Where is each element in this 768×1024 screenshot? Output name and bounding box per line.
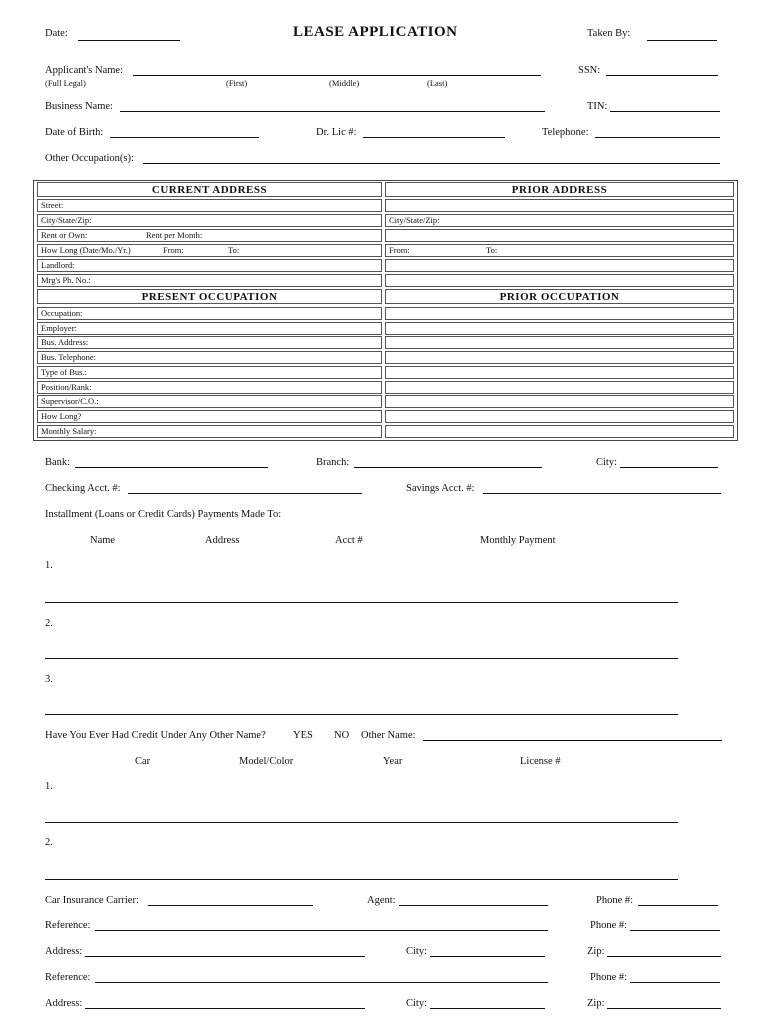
insurance-phone-label: Phone #: (596, 895, 634, 906)
how-long-q-label: How Long? (41, 411, 82, 421)
first-caption: (First) (226, 78, 248, 88)
type-of-bus-cell[interactable] (37, 366, 382, 379)
other-name-label: Other Name: (361, 730, 416, 741)
prior-address-header: PRIOR ADDRESS (385, 182, 734, 197)
agent-field[interactable] (399, 905, 548, 906)
prior-to-label: To: (486, 245, 498, 255)
installment-1-number: 1. (45, 560, 53, 571)
other-occupation-field[interactable] (143, 163, 720, 164)
prior-landlord-cell[interactable] (385, 259, 734, 272)
reference-1-phone-field[interactable] (630, 930, 720, 931)
bus-address-label: Bus. Address: (41, 337, 89, 347)
reference-1-zip-label: Zip: (587, 946, 605, 957)
monthly-salary-label: Monthly Salary: (41, 426, 97, 436)
installment-2-line[interactable] (45, 658, 678, 659)
prior-how-long-cell[interactable] (385, 244, 734, 257)
prior-type-of-bus-cell[interactable] (385, 366, 734, 379)
position-label: Position/Rank: (41, 382, 92, 392)
last-caption: (Last) (427, 78, 448, 88)
reference-1-zip-field[interactable] (607, 956, 721, 957)
landlord-label: Landlord: (41, 260, 75, 270)
current-city-cell[interactable] (37, 214, 382, 227)
prior-occupation-header: PRIOR OCCUPATION (385, 289, 734, 304)
current-rent-cell[interactable] (37, 229, 382, 242)
col-year-label: Year (383, 756, 403, 767)
taken-by-field[interactable] (647, 40, 717, 41)
telephone-field[interactable] (595, 137, 720, 138)
car-1-number: 1. (45, 781, 53, 792)
prior-position-cell[interactable] (385, 381, 734, 394)
date-label: Date: (45, 28, 68, 39)
drlic-label: Dr. Lic #: (316, 127, 357, 138)
credit-question-label: Have You Ever Had Credit Under Any Other Name? (45, 730, 266, 741)
prior-bus-address-cell[interactable] (385, 336, 734, 349)
reference-2-city-field[interactable] (430, 1008, 545, 1009)
employer-label: Employer: (41, 323, 77, 333)
telephone-label: Telephone: (542, 127, 589, 138)
type-of-bus-label: Type of Bus.: (41, 367, 87, 377)
address-occupation-table (33, 180, 738, 441)
position-cell[interactable] (37, 381, 382, 394)
prior-monthly-salary-cell[interactable] (385, 425, 734, 438)
employer-cell[interactable] (37, 322, 382, 335)
mgr-phone-label: Mrg's Ph. No.: (41, 275, 91, 285)
current-address-header: CURRENT ADDRESS (37, 182, 382, 197)
occupation-cell[interactable] (37, 307, 382, 320)
supervisor-label: Supervisor/C.O.: (41, 396, 99, 406)
from-label: From: (163, 245, 184, 255)
reference-1-phone-label: Phone #: (590, 920, 628, 931)
dob-label: Date of Birth: (45, 127, 104, 138)
col-model-label: Model/Color (239, 756, 294, 767)
applicant-name-field[interactable] (133, 75, 541, 76)
bus-telephone-label: Bus. Telephone: (41, 352, 96, 362)
other-occupation-label: Other Occupation(s): (45, 153, 134, 164)
prior-how-long-q-cell[interactable] (385, 410, 734, 423)
installment-3-number: 3. (45, 674, 53, 685)
ssn-field[interactable] (606, 75, 718, 76)
bus-address-cell[interactable] (37, 336, 382, 349)
installment-1-line[interactable] (45, 602, 678, 603)
reference-2-phone-field[interactable] (630, 982, 720, 983)
bank-field[interactable] (75, 467, 268, 468)
reference-2-field[interactable] (95, 982, 548, 983)
monthly-salary-cell[interactable] (37, 425, 382, 438)
col-acct-label: Acct # (335, 535, 363, 546)
branch-field[interactable] (354, 467, 542, 468)
insurance-phone-field[interactable] (638, 905, 718, 906)
col-license-label: License # (520, 756, 561, 767)
savings-field[interactable] (483, 493, 721, 494)
installment-label: Installment (Loans or Credit Cards) Payments Made To: (45, 509, 282, 520)
reference-1-label: Reference: (45, 920, 91, 931)
checking-field[interactable] (128, 493, 362, 494)
street-label: Street: (41, 200, 64, 210)
other-name-field[interactable] (423, 740, 722, 741)
installment-3-line[interactable] (45, 714, 678, 715)
ssn-label: SSN: (578, 65, 601, 76)
prior-employer-cell[interactable] (385, 322, 734, 335)
rent-own-label: Rent or Own: (41, 230, 88, 240)
full-legal-caption: (Full Legal) (45, 78, 86, 88)
applicant-name-label: Applicant's Name: (45, 65, 123, 76)
reference-2-address-field[interactable] (85, 1008, 365, 1009)
savings-label: Savings Acct. #: (406, 483, 475, 494)
prior-city-cell[interactable] (385, 214, 734, 227)
checking-label: Checking Acct. #: (45, 483, 121, 494)
col-name-label: Name (90, 535, 116, 546)
rent-month-label: Rent per Month: (146, 230, 203, 240)
tin-field[interactable] (610, 111, 720, 112)
col-monthly-label: Monthly Payment (480, 535, 556, 546)
middle-caption: (Middle) (329, 78, 360, 88)
prior-city-state-zip-label: City/State/Zip: (389, 215, 440, 225)
reference-2-zip-label: Zip: (587, 998, 605, 1009)
branch-label: Branch: (316, 457, 350, 468)
bank-city-field[interactable] (620, 467, 718, 468)
col-car-label: Car (135, 756, 151, 767)
reference-1-address-field[interactable] (85, 956, 365, 957)
prior-mgr-phone-cell[interactable] (385, 274, 734, 287)
page-title: LEASE APPLICATION (293, 24, 458, 40)
reference-1-city-field[interactable] (430, 956, 545, 957)
taken-by-label: Taken By: (587, 28, 631, 39)
reference-1-address-label: Address: (45, 946, 83, 957)
car-2-line[interactable] (45, 879, 678, 880)
bank-city-label: City: (596, 457, 618, 468)
date-field[interactable] (78, 40, 180, 41)
col-address-label: Address (205, 535, 240, 546)
credit-no-option[interactable]: NO (334, 730, 350, 741)
bank-label: Bank: (45, 457, 71, 468)
insurance-carrier-field[interactable] (148, 905, 313, 906)
credit-yes-option[interactable]: YES (293, 730, 313, 741)
reference-1-city-label: City: (406, 946, 428, 957)
reference-2-label: Reference: (45, 972, 91, 983)
reference-2-city-label: City: (406, 998, 428, 1009)
car-2-number: 2. (45, 837, 53, 848)
current-landlord-cell[interactable] (37, 259, 382, 272)
prior-from-label: From: (389, 245, 410, 255)
prior-bus-telephone-cell[interactable] (385, 351, 734, 364)
business-name-label: Business Name: (45, 101, 113, 112)
installment-2-number: 2. (45, 618, 53, 629)
current-mgr-phone-cell[interactable] (37, 274, 382, 287)
how-long-label: How Long (Date/Mo./Yr.) (41, 245, 131, 255)
dob-field[interactable] (110, 137, 259, 138)
bus-telephone-cell[interactable] (37, 351, 382, 364)
prior-street-cell[interactable] (385, 199, 734, 212)
reference-2-phone-label: Phone #: (590, 972, 628, 983)
tin-label: TIN: (587, 101, 608, 112)
drlic-field[interactable] (363, 137, 505, 138)
business-name-field[interactable] (120, 111, 545, 112)
current-how-long-cell[interactable] (37, 244, 382, 257)
agent-label: Agent: (367, 895, 396, 906)
to-label: To: (228, 245, 240, 255)
insurance-carrier-label: Car Insurance Carrier: (45, 895, 139, 906)
present-occupation-header: PRESENT OCCUPATION (37, 289, 382, 304)
reference-1-field[interactable] (95, 930, 548, 931)
supervisor-cell[interactable] (37, 395, 382, 408)
reference-2-address-label: Address: (45, 998, 83, 1009)
occupation-label: Occupation: (41, 308, 83, 318)
current-street-cell[interactable] (37, 199, 382, 212)
reference-2-zip-field[interactable] (607, 1008, 721, 1009)
prior-rent-cell[interactable] (385, 229, 734, 242)
how-long-cell[interactable] (37, 410, 382, 423)
prior-supervisor-cell[interactable] (385, 395, 734, 408)
prior-occupation-cell[interactable] (385, 307, 734, 320)
car-1-line[interactable] (45, 822, 678, 823)
city-state-zip-label: City/State/Zip: (41, 215, 92, 225)
